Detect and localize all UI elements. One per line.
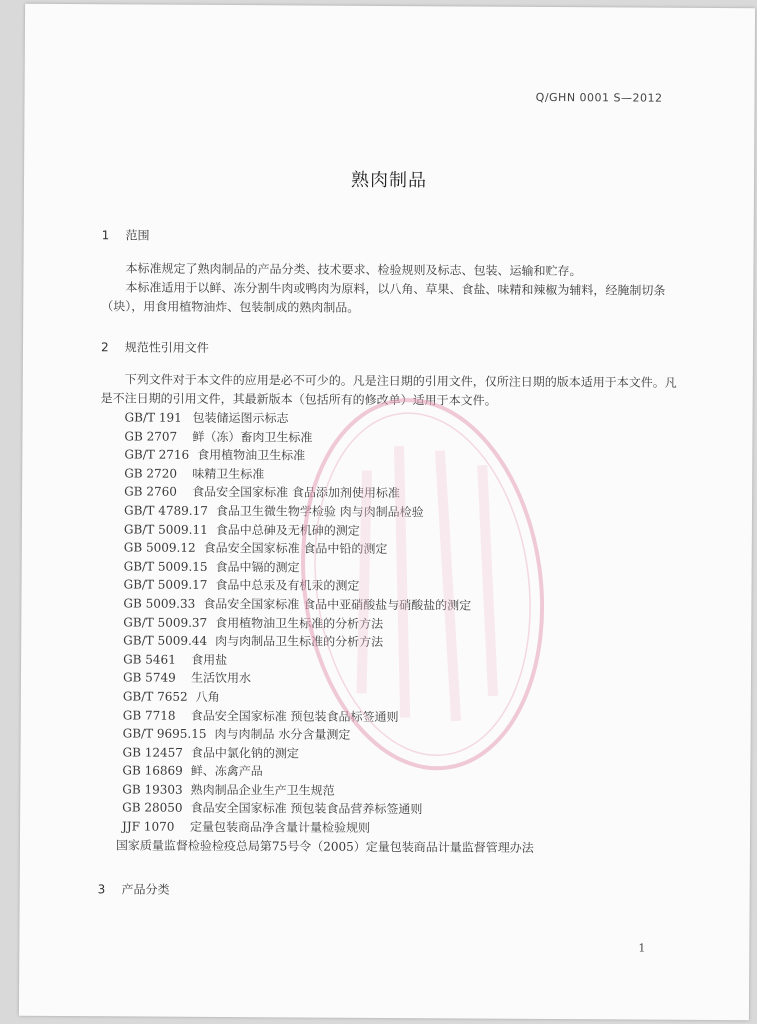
reference-title: 生活饮用水 bbox=[190, 671, 252, 686]
reference-code: GB 5461 bbox=[123, 652, 176, 667]
reference-code: GB 2760 bbox=[124, 484, 177, 500]
reference-title: 食用盐 bbox=[191, 652, 228, 667]
reference-item bbox=[124, 427, 536, 448]
reference-code: GB 28050 bbox=[122, 800, 183, 816]
reference-item bbox=[123, 650, 535, 671]
reference-item bbox=[124, 464, 536, 485]
reference-item bbox=[123, 706, 535, 727]
reference-code: GB/T 191 bbox=[124, 410, 182, 425]
section-2-heading bbox=[101, 338, 209, 356]
reference-title: 肉与肉制品 水分含量测定 bbox=[214, 727, 351, 742]
reference-title: 食品安全国家标准 预包装食品营养标签通则 bbox=[190, 801, 423, 817]
reference-title: 熟肉制品企业生产卫生规范 bbox=[190, 782, 335, 798]
reference-item bbox=[122, 762, 534, 783]
standard-code: Q/GHN 0001 S—2012 bbox=[535, 90, 663, 105]
reference-code: GB/T 5009.15 bbox=[123, 559, 208, 574]
reference-title: 食品中总砷及无机砷的测定 bbox=[215, 522, 360, 538]
reference-list bbox=[115, 408, 537, 857]
scope-paragraph-2: 本标准适用于以鲜、冻分割牛肉或鸭肉为原料，以八角、草果、食盐、味精和辣椒为辅料，经腌制切条（块），用食用植物油炸、包装制成的熟肉制品。 bbox=[101, 280, 666, 315]
reference-title: 鲜、冻禽产品 bbox=[190, 764, 263, 779]
reference-code: GB 2707 bbox=[124, 428, 178, 444]
reference-item bbox=[123, 724, 535, 745]
reference-item bbox=[124, 539, 536, 560]
reference-title: 食品安全国家标准 预包装食品标签通则 bbox=[190, 708, 399, 724]
reference-code: GB/T 5009.17 bbox=[123, 577, 208, 593]
reference-code: GB/T 4789.17 bbox=[123, 503, 208, 518]
reference-item bbox=[124, 483, 536, 504]
reference-item bbox=[123, 687, 535, 708]
reference-item bbox=[124, 446, 536, 467]
section-3-heading bbox=[98, 880, 170, 897]
reference-code: GB/T 5009.11 bbox=[123, 521, 208, 537]
reference-title: 食品中总汞及有机汞的测定 bbox=[215, 578, 360, 594]
reference-code: GB 2720 bbox=[124, 466, 178, 481]
document-title: 熟肉制品 bbox=[350, 169, 428, 192]
section-title: 产品分类 bbox=[121, 882, 170, 897]
reference-item bbox=[125, 408, 537, 429]
reference-item bbox=[123, 576, 535, 597]
reference-title: 食品中镉的测定 bbox=[215, 559, 300, 575]
reference-title: 肉与肉制品卫生标准的分析方法 bbox=[215, 634, 384, 650]
reference-code: JJF 1070 bbox=[122, 819, 175, 834]
reference-code: GB 5749 bbox=[122, 670, 176, 686]
document-page bbox=[19, 4, 755, 1020]
section-1-heading bbox=[102, 226, 150, 243]
reference-title: 食用植物油卫生标准 bbox=[197, 448, 306, 463]
decree-reference: 国家质量监督检验检疫总局第75号令（2005）定量包装商品计量监督管理办法 bbox=[115, 838, 534, 855]
reference-item bbox=[124, 501, 536, 522]
reference-code: GB/T 2716 bbox=[124, 447, 190, 462]
reference-code: GB 12457 bbox=[122, 745, 183, 760]
reference-item bbox=[124, 557, 536, 578]
section-number: 3 bbox=[97, 882, 106, 897]
section-number: 1 bbox=[101, 228, 110, 243]
reference-code: GB 5009.33 bbox=[123, 596, 196, 611]
page-number: 1 bbox=[638, 941, 646, 955]
reference-title: 食品安全国家标准 食品添加剂使用标准 bbox=[192, 485, 400, 501]
reference-title: 食品安全国家标准 食品中亚硝酸盐与硝酸盐的测定 bbox=[203, 596, 472, 613]
reference-code: GB/T 9695.15 bbox=[122, 726, 207, 741]
reference-item bbox=[122, 780, 534, 801]
reference-title: 包装储运图示标志 bbox=[192, 410, 289, 426]
reference-title: 食用植物油卫生标准的分析方法 bbox=[215, 615, 384, 631]
reference-code: GB 16869 bbox=[122, 763, 183, 779]
reference-code: GB 5009.12 bbox=[123, 540, 196, 555]
reference-code: GB/T 7652 bbox=[122, 689, 188, 704]
reference-item bbox=[123, 632, 535, 653]
reference-item bbox=[123, 669, 535, 690]
section-title: 范围 bbox=[125, 228, 150, 243]
section-number: 2 bbox=[100, 340, 109, 355]
reference-code: GB 19303 bbox=[122, 782, 183, 797]
reference-title: 定量包装商品净含量计量检验规则 bbox=[190, 819, 371, 835]
reference-title: 鲜（冻）畜肉卫生标准 bbox=[192, 429, 313, 445]
reference-code: GB 7718 bbox=[122, 707, 176, 723]
reference-item bbox=[124, 520, 536, 541]
reference-item bbox=[115, 836, 534, 857]
reference-item bbox=[123, 613, 535, 634]
reference-title: 食品中氯化钠的测定 bbox=[190, 745, 299, 761]
reference-item bbox=[122, 799, 534, 820]
reference-title: 食品安全国家标准 食品中铅的测定 bbox=[203, 541, 388, 557]
reference-item bbox=[122, 817, 534, 838]
reference-code: GB/T 5009.44 bbox=[123, 633, 208, 649]
reference-title: 八角 bbox=[195, 689, 220, 704]
normative-refs-intro: 下列文件对于本文件的应用是必不可少的。凡是注日期的引用文件，仅所注日期的版本适用于本文件。凡是不注日期的引用文件，其最新版本（包括所有的修改单）适用于本文件。 bbox=[100, 372, 677, 408]
reference-item bbox=[122, 743, 534, 764]
reference-title: 食品卫生微生物学检验 肉与肉制品检验 bbox=[215, 503, 424, 520]
reference-code: GB/T 5009.37 bbox=[123, 614, 208, 630]
scope-paragraph-1: 本标准规定了熟肉制品的产品分类、技术要求、检验规则及标志、包装、运输和贮存。 bbox=[125, 261, 582, 279]
reference-title: 味精卫生标准 bbox=[192, 466, 265, 482]
section-title: 规范性引用文件 bbox=[124, 340, 209, 355]
reference-item bbox=[123, 594, 535, 615]
